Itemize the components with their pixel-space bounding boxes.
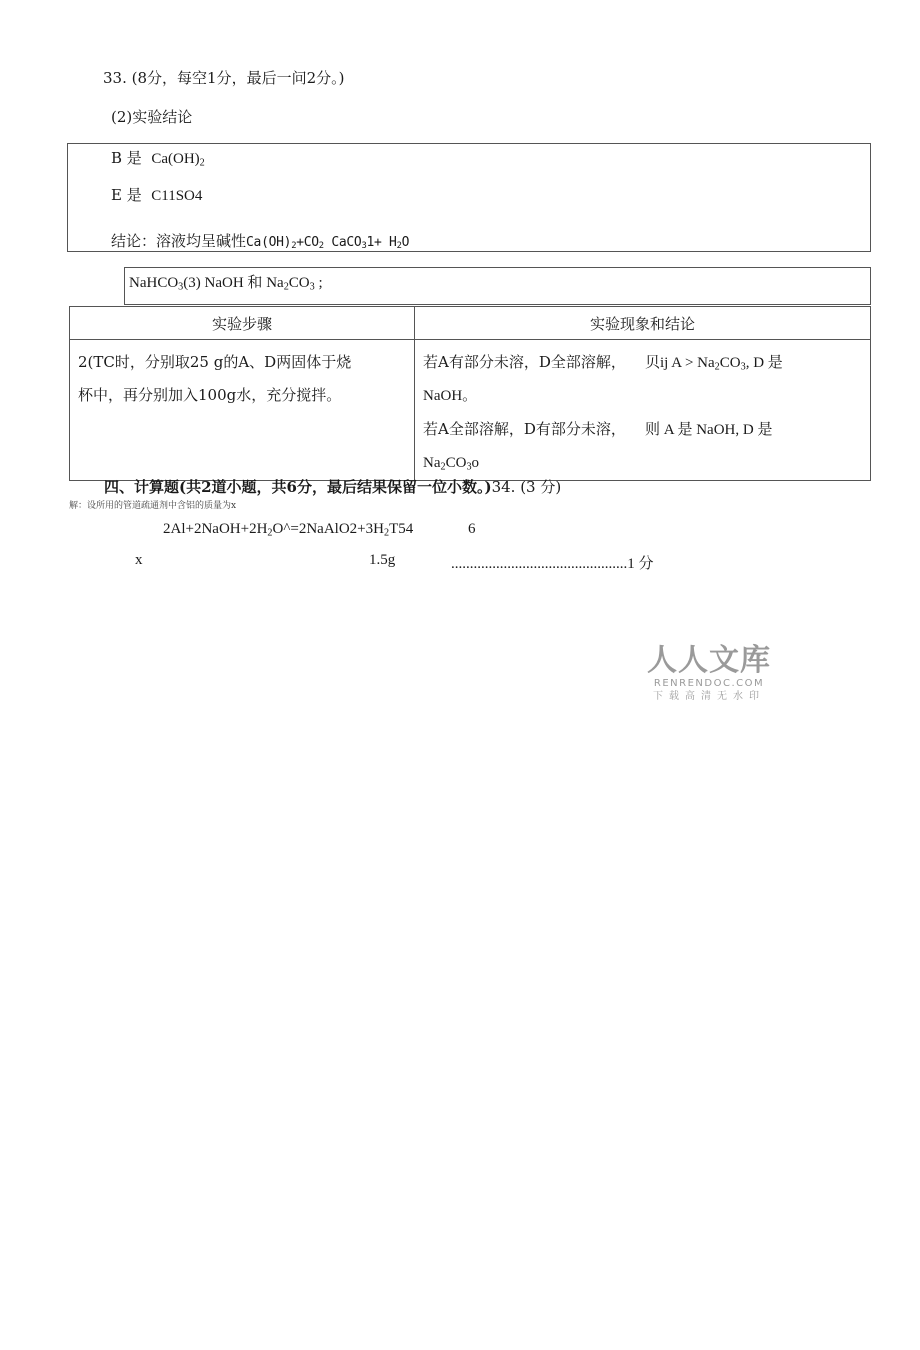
conclusion-label: 结论：溶液均呈碱性 [111, 232, 247, 250]
header-results: 实验现象和结论 [415, 307, 871, 340]
score-line: ...............................................1 分 [451, 556, 654, 572]
conclusion-equation: $Ca(OH)_2+CO_2$ CaCO$_3$1+ $H_2O$ [246, 235, 410, 252]
reaction-equation: $2Al+2NaOH+2H_2O\^{}=2NaAlO2+3H_2T54$ [163, 521, 414, 539]
solution-note: 解：设所用的管道疏通剂中含铝的质量为x [69, 501, 237, 511]
b-label: B 是 [111, 149, 142, 167]
conclusion-line [111, 230, 409, 251]
hydrogen-mass: 1.5g [369, 552, 396, 568]
watermark-logo [646, 644, 772, 704]
q34-label: 34. (3 分) [491, 478, 562, 496]
section4-heading [104, 476, 561, 497]
results-cell [415, 340, 871, 481]
result-line: NaOH。 [423, 388, 478, 404]
step-line: 杯中，再分别加入100g水，充分搅拌。 [78, 386, 342, 404]
header-steps: 实验步骤 [70, 307, 415, 340]
q33-header: 33. (8分，每空1分，最后一问2分。) [103, 69, 345, 87]
equation-number: 6 [468, 521, 476, 537]
table-header-row [70, 307, 871, 340]
e-answer [111, 184, 202, 205]
part2-title: (2)实验结论 [111, 108, 193, 126]
part3-answer: NaHCO$_3$(3) NaOH 和 $Na_2CO_3$ ; [129, 275, 323, 293]
b-answer [111, 147, 205, 168]
section4-title: 四、计算题(共2道小题，共6分，最后结果保留一位小数。) [104, 478, 492, 496]
e-label: E 是 [111, 186, 142, 204]
unknown-x: x [135, 552, 143, 568]
result-line: $Na_2CO_3o$ [423, 455, 480, 473]
e-value: C11SO4 [151, 188, 203, 204]
table-row [70, 340, 871, 481]
result-line: 若A有部分未溶，D全部溶解， 贝ij $A > Na_2CO_3$, D 是 [423, 353, 783, 373]
watermark-url: RENRENDOC.COM [653, 678, 765, 689]
steps-cell [70, 340, 415, 481]
watermark-title: 人人文库 [647, 643, 771, 678]
experiment-table [69, 306, 871, 481]
b-formula: $Ca(OH)_2$ [151, 151, 205, 169]
watermark-subtitle: 下载高清无水印 [653, 691, 765, 702]
result-line: 若A全部溶解，D有部分未溶， 则 A 是 NaOH, D 是 [423, 420, 773, 438]
step-line: 2(TC时，分别取25 g的A、D两固体于烧 [78, 353, 352, 371]
